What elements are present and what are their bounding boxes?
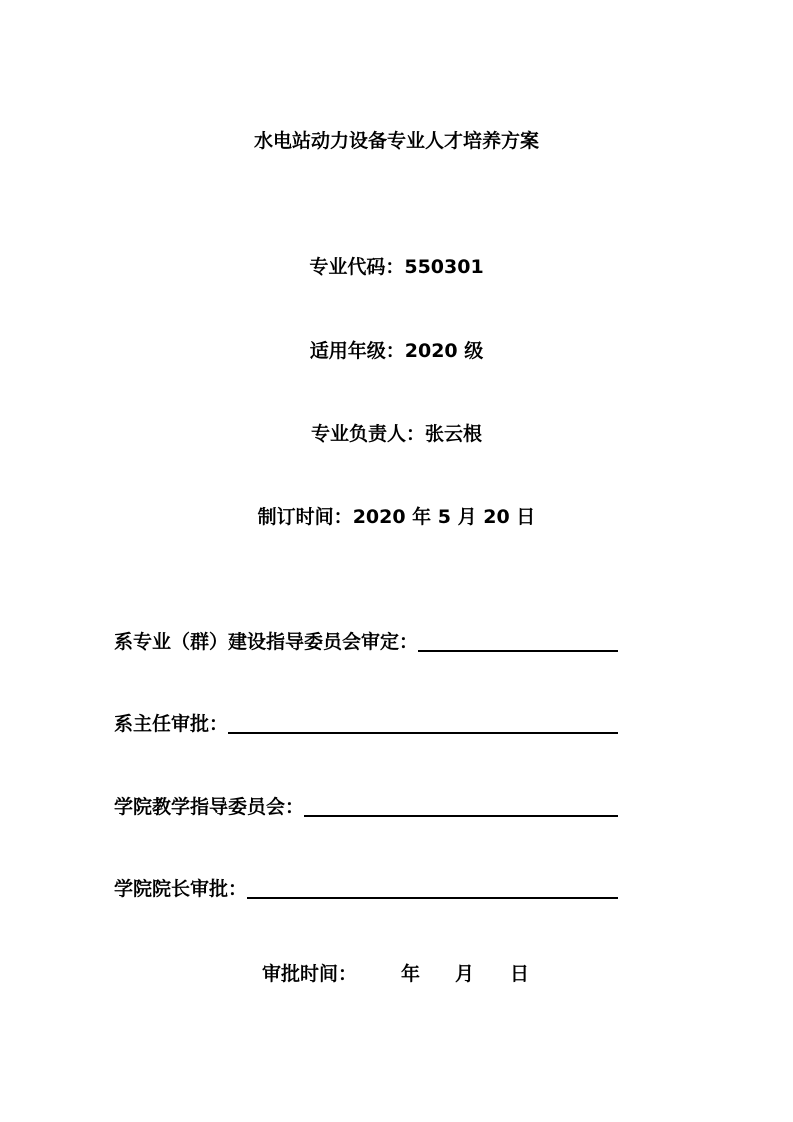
revision-date-value: 2020 年 5 月 20 日 — [352, 506, 536, 528]
revision-date-line — [0, 502, 793, 529]
teaching-committee-label: 学院教学指导委员会： — [114, 796, 305, 818]
major-code-label: 专业代码： — [309, 256, 405, 278]
grade-value: 2020 级 — [404, 340, 484, 362]
dean-approval-label: 学院院长审批： — [114, 878, 248, 900]
director-approval-label: 系主任审批： — [114, 713, 229, 735]
leader-value: 张云根 — [425, 423, 483, 445]
approval-date-day: 日 — [510, 963, 530, 985]
director-approval-row — [114, 709, 618, 736]
revision-date-label: 制订时间： — [257, 506, 353, 528]
committee-signature-line — [418, 650, 618, 652]
committee-approval-row — [114, 627, 618, 654]
major-code-line — [0, 252, 793, 279]
teaching-committee-signature-line — [304, 815, 618, 817]
approval-date-year: 年 — [401, 963, 421, 985]
teaching-committee-row — [114, 792, 618, 819]
dean-signature-line — [247, 897, 618, 899]
director-signature-line — [228, 732, 618, 734]
leader-line — [0, 419, 793, 446]
grade-label: 适用年级： — [309, 340, 405, 362]
grade-line — [0, 336, 793, 363]
approval-date-label: 审批时间： — [262, 963, 358, 985]
major-code-value: 550301 — [404, 256, 484, 278]
dean-approval-row — [114, 874, 618, 901]
committee-approval-label: 系专业（群）建设指导委员会审定： — [114, 631, 419, 653]
approval-date-month: 月 — [455, 963, 475, 985]
document-title: 水电站动力设备专业人才培养方案 — [253, 130, 539, 152]
leader-label: 专业负责人： — [310, 423, 425, 445]
